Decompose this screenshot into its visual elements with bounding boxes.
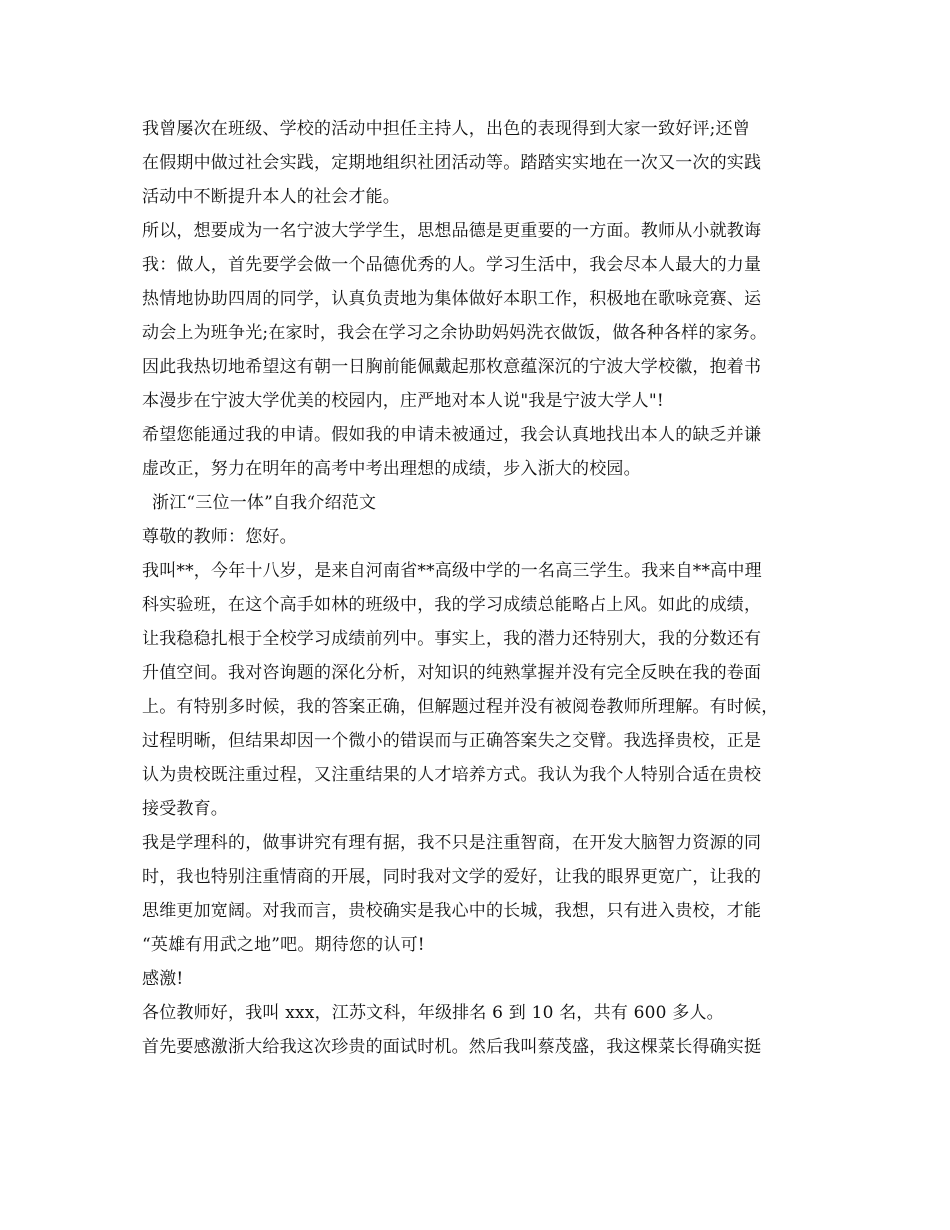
text-line: 本漫步在宁波大学优美的校园内，庄严地对本人说"我是宁波大学人"!: [142, 391, 664, 411]
text-line: 首先要感激浙大给我这次珍贵的面试时机。然后我叫蔡茂盛，我这棵菜长得确实挺: [142, 1037, 762, 1057]
text-line: 活动中不断提升本人的社会才能。: [142, 187, 400, 207]
paragraph-science-student: [142, 826, 827, 962]
text-line: 接受教育。: [142, 799, 228, 819]
text-line: 我是学理科的，做事讲究有理有据，我不只是注重智商，在开发大脑智力资源的同: [142, 833, 762, 853]
text-line: “英雄有用武之地”吧。期待您的认可!: [142, 935, 425, 955]
text-line: 在假期中做过社会实践，定期地组织社团活动等。踏踏实实地在一次又一次的实践: [142, 153, 762, 173]
section-title: 浙江“三位一体”自我介绍范文: [152, 493, 377, 513]
text-line: 虚改正，努力在明年的高考中考出理想的成绩，步入浙大的校园。: [142, 459, 641, 479]
text-line: 各位教师好，我叫 xxx，江苏文科，年级排名 6 到 10 名，共有 600 多人。: [142, 1003, 724, 1023]
text-line: 升值空间。我对咨询题的深化分析，对知识的纯熟掌握并没有完全反映在我的卷面: [142, 663, 762, 683]
paragraph-application-hope: [142, 418, 827, 486]
text-line: 我曾屡次在班级、学校的活动中担任主持人，出色的表现得到大家一致好评;还曾: [142, 119, 750, 139]
text-line: 让我稳稳扎根于全校学习成绩前列中。事实上，我的潜力还特别大，我的分数还有: [142, 629, 762, 649]
text-line: 我叫**，今年十八岁，是来自河南省**高级中学的一名高三学生。我来自**高中理: [142, 561, 762, 581]
text-line: 希望您能通过我的申请。假如我的申请未被通过，我会认真地找出本人的缺乏并谦: [142, 425, 762, 445]
paragraph-moral-character: [142, 214, 827, 418]
text-line: 我：做人，首先要学会做一个品德优秀的人。学习生活中，我会尽本人最大的力量: [142, 255, 762, 275]
paragraph-interview-intro: [142, 1030, 827, 1064]
document-body: [142, 112, 827, 1064]
text-line: 因此我热切地希望这有朝一日胸前能佩戴起那枚意蕴深沉的宁波大学校徽，抱着书: [142, 357, 762, 377]
text-line: 感激!: [142, 969, 184, 989]
paragraph-greeting-teachers: [142, 996, 827, 1030]
paragraph-thanks: [142, 962, 827, 996]
text-line: 过程明晰，但结果却因一个微小的错误而与正确答案失之交臂。我选择贵校，正是: [142, 731, 762, 751]
paragraph-host-experience: [142, 112, 827, 214]
text-line: 时，我也特别注重情商的开展，同时我对文学的爱好，让我的眼界更宽广，让我的: [142, 867, 762, 887]
text-line: 上。有特别多时候，我的答案正确，但解题过程并没有被阅卷教师所理解。有时候，: [142, 697, 779, 717]
text-line: 思维更加宽阔。对我而言，贵校确实是我心中的长城，我想，只有进入贵校，才能: [142, 901, 762, 921]
text-line: 认为贵校既注重过程，又注重结果的人才培养方式。我认为我个人特别合适在贵校: [142, 765, 762, 785]
text-line: 科实验班，在这个高手如林的班级中，我的学习成绩总能略占上风。如此的成绩，: [142, 595, 762, 615]
greeting: 尊敬的教师：您好。: [142, 527, 297, 547]
text-line: 动会上为班争光;在家时，我会在学习之余协助妈妈洗衣做饭，做各种各样的家务。: [142, 323, 768, 343]
text-line: 所以，想要成为一名宁波大学学生，思想品德是更重要的一方面。教师从小就教诲: [142, 221, 762, 241]
paragraph-self-intro: [142, 554, 827, 826]
text-line: 热情地协助四周的同学，认真负责地为集体做好本职工作，积极地在歌咏竞赛、运: [142, 289, 762, 309]
